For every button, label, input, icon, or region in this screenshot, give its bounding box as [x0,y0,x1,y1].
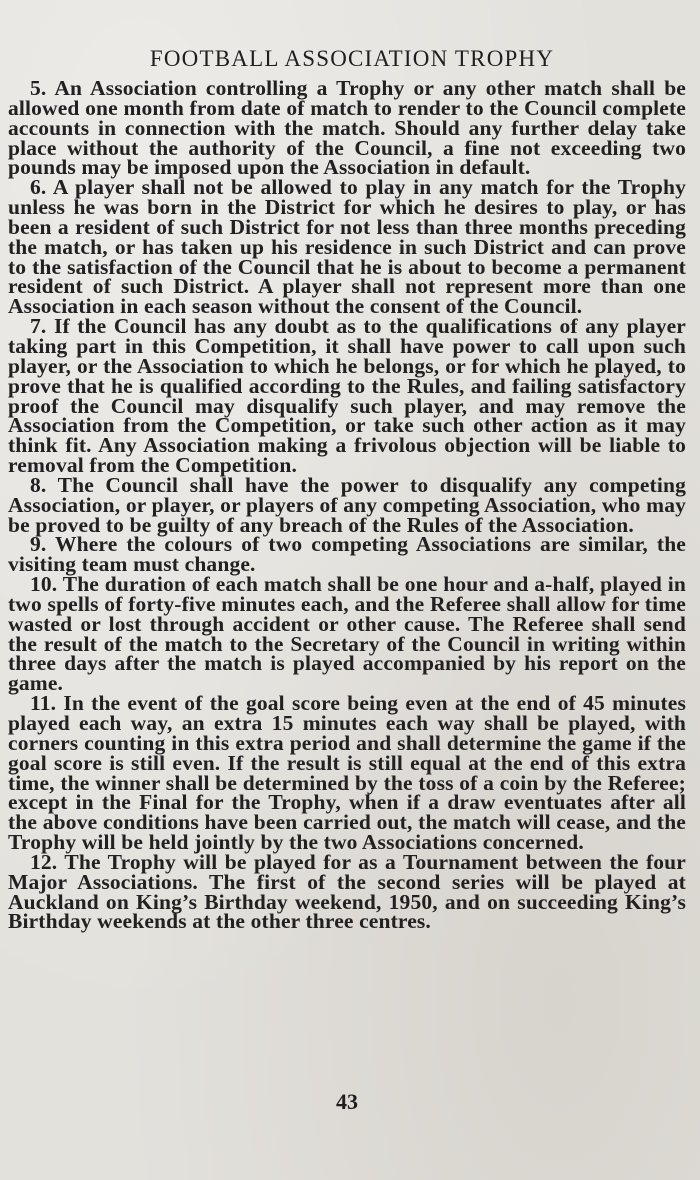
rule-number: 12. [30,849,58,874]
rule-text: If the Council has any doubt as to the qualifications of any player taking part in this Competition, it shall have power to call upon such player, or the Association to which he belongs, or for which he played, to prove that he is qualified according to the Rules, and failing satisfactory proof the Council may disqualify such player, and may remove the Association from the Competition, or take such other action as it may think fit. Any Association making a frivolous objection will be liable to removal from the Competition. [8,314,687,478]
rule-paragraph [8,76,686,180]
page-number: 43 [336,1089,358,1114]
running-title: FOOTBALL ASSOCIATION TROPHY [149,46,555,71]
rule-paragraph [8,472,686,537]
rule-number: 7. [30,314,47,339]
rule-paragraph [8,532,686,577]
rule-paragraph [8,175,686,319]
rule-paragraph [8,849,686,934]
rule-text: The Council shall have the power to disqualify any competing Association, or player, or players of any competing Association, who may be proved to be guilty of any breach of the Rules of the Association. [8,472,686,537]
rule-text: In the event of the goal score being even at the end of 45 minutes played each way, an extra 15 minutes each way shall be played, with corners counting in this extra period and shall determine the game if the goal score is still even. If the result is still equal at the end of this extra time, the winner shall be determined by the toss of a coin by the Referee; except in the Final for the Trophy, when if a draw eventuates after all the above conditions have been carried out, the match will cease, and the Trophy will be held jointly by the two Associations concerned. [8,691,686,855]
rule-number: 9. [30,532,47,557]
rule-text: A player shall not be allowed to play in any match for the Trophy unless he was born in the District for which he desires to play, or has been a resident of such District for not less than three months preceding the match, or has taken up his residence in such District and can prove to the satisfaction of the Council that he is about to become a permanent resident of such District. A player shall not represent more than one Association in each season without the consent of the Council. [8,175,686,319]
rule-number: 6. [30,175,47,200]
rule-number: 10. [30,572,58,597]
rule-paragraph [8,691,686,855]
rules-list [8,76,687,934]
rule-number: 8. [30,472,47,497]
rule-text: The Trophy will be played for as a Tournament between the four Major Associations. The first of the second series will be played at Auckland on King’s Birthday weekend, 1950, and on succeeding King’s Birthday weekends at the other three centres. [8,849,686,934]
rule-paragraph [8,572,686,696]
rule-text: The duration of each match shall be one hour and a-half, played in two spells of forty-five minutes each, and the Referee shall allow for time wasted or lost through accident or other cause. The Referee shall send the result of the match to the Secretary of the Council in writing within three days after the match is played accompanied by his report on the game. [8,572,686,696]
rule-number: 5. [30,76,47,100]
document-page [8,44,686,1174]
rule-paragraph [8,314,687,478]
rule-number: 11. [30,691,57,716]
rule-text: An Association controlling a Trophy or any other match shall be allowed one month from date of match to render to the Council complete accounts in connection with the match. Should any further delay take place without the authority of the Council, a fine not exceeding two pounds may be imposed upon the Association in default. [8,76,686,180]
rule-text: Where the colours of two competing Associations are similar, the visiting team must change. [8,532,686,577]
